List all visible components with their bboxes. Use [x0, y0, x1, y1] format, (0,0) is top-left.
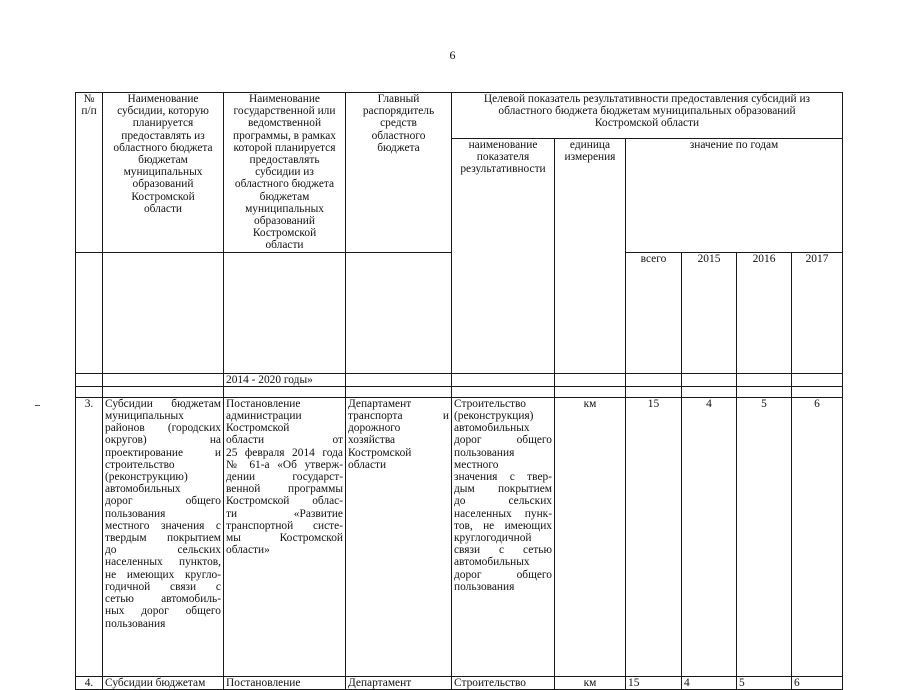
row-unit: км	[555, 397, 626, 676]
row-num: 4.	[76, 676, 103, 689]
header-program-name: Наименование государственной или ведомственной программы, в рамках которой планируется предоставлять субсидии из областного бюджета бюджетам муниципальных образований Костромской области	[224, 93, 346, 253]
row-subsidy-name: Субсидии бюджетам муниципальных районов (городских округов) на проектирование и строительство (реконструкцию) автомобильных дорог общего пользования местного значения с твердым покрытием до сельских населенных пунктов, не имеющих кругло- годичной связи с сетью автомобиль- ных дорог общего пользования	[103, 397, 224, 676]
header-year-2016: 2016	[737, 252, 792, 373]
row-value-2017: 6	[792, 676, 843, 689]
header-target-indicator: Целевой показатель результативности предоставления субсидий из областного бюджета бюджетам муниципальных образований Костромской области	[452, 93, 843, 139]
row-subsidy-name: Субсидии бюджетам	[103, 676, 224, 689]
row-value-2017: 6	[792, 397, 843, 676]
header-name-ext	[103, 252, 224, 373]
row-total: 15	[626, 676, 682, 689]
row-administrator: Департамент	[346, 676, 452, 689]
header-year-2017: 2017	[792, 252, 843, 373]
header-num: № п/п	[76, 93, 103, 253]
row-total: 15	[626, 397, 682, 676]
subsidy-table	[75, 92, 843, 690]
header-values-by-year: значение по годам	[626, 139, 843, 253]
row-value-2015: 4	[682, 397, 737, 676]
table-row	[76, 397, 843, 676]
header-indicator-name: наименование показателя результативности	[452, 139, 555, 374]
row-program-name: Постановление администрации Костромской области от 25 февраля 2014 года № 61-а «Об утверж- дении государст- венной программы Костромской облас- ти «Развитие транспортной систе- мы Костромской области»	[224, 397, 346, 676]
header-year-2015: 2015	[682, 252, 737, 373]
scan-mark	[35, 405, 40, 406]
header-program-ext	[224, 252, 346, 373]
header-unit: единица измерения	[555, 139, 626, 374]
row-value-2016: 5	[737, 676, 792, 689]
period-label: 2014 - 2020 годы»	[224, 373, 346, 386]
header-admin-ext	[346, 252, 452, 373]
table-row	[76, 676, 843, 689]
row-value-2016: 5	[737, 397, 792, 676]
row-unit: км	[555, 676, 626, 689]
row-indicator-name: Строительство	[452, 676, 555, 689]
spacer-row	[76, 386, 843, 397]
header-administrator: Главный распорядитель средств областного бюджета	[346, 93, 452, 253]
row-value-2015: 4	[682, 676, 737, 689]
row-administrator: Департамент транспорта и дорожного хозяйства Костромской области	[346, 397, 452, 676]
period-row	[76, 373, 843, 386]
row-indicator-name: Строительство (реконструкция) автомобильных дорог общего пользования местного значения с твер- дым покрытием до сельских населенных пунк- тов, не имеющих круглогодичной связи с сетью автомобильных дорог общего пользования	[452, 397, 555, 676]
row-program-name: Постановление	[224, 676, 346, 689]
header-total: всего	[626, 252, 682, 373]
header-subsidy-name: Наименование субсидии, которую планируется предоставлять из областного бюджета бюджетам муниципальных образований Костромской области	[103, 93, 224, 253]
row-num: 3.	[76, 397, 103, 676]
page-number: 6	[449, 48, 456, 62]
header-row-1	[76, 93, 843, 139]
header-num-ext	[76, 252, 103, 373]
